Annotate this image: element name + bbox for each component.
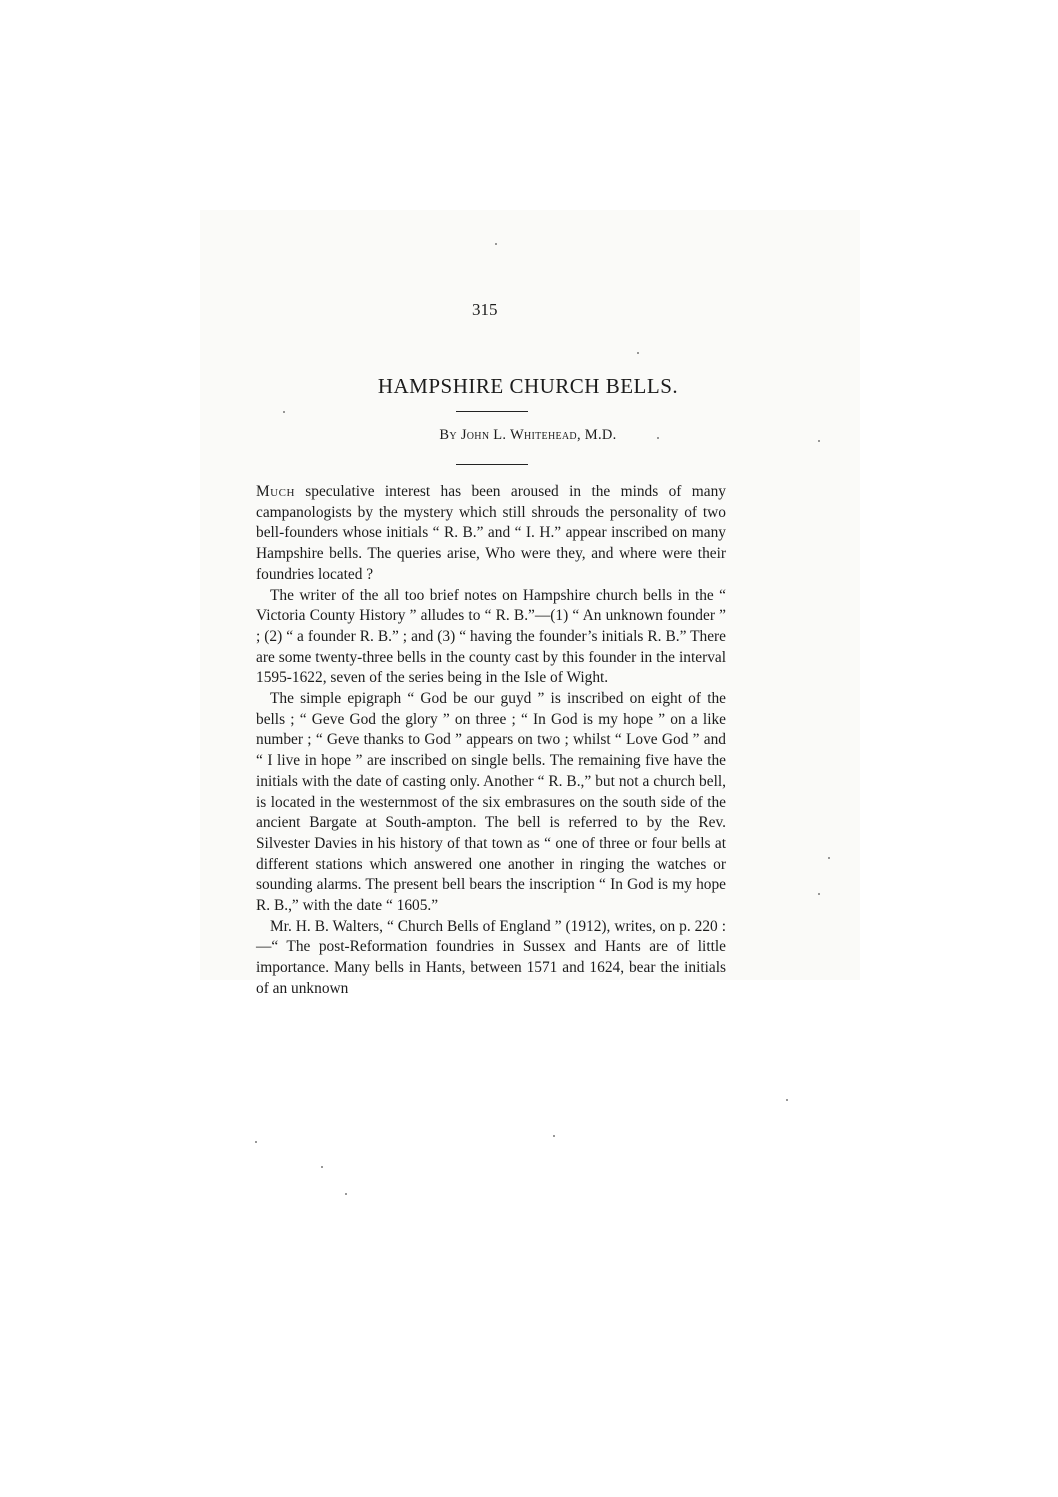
author-name: John L. Whitehead xyxy=(460,427,577,443)
scan-speck xyxy=(321,1166,323,1168)
article-body xyxy=(256,482,726,1000)
scan-speck xyxy=(828,857,830,859)
paragraph-1-text: speculative interest has been aroused in the minds of many campanologists by the mystery which still shrouds the personality of two bell-founders whose initials “ R. B.” and “ I. H.” appear inscribed on many Hampshire bells. The queries arise, Who were they, and where were their foundries located ? xyxy=(256,483,726,583)
article-title: HAMPSHIRE CHURCH BELLS. xyxy=(377,374,679,398)
scan-speck xyxy=(283,411,285,413)
byline xyxy=(258,427,798,444)
paragraph-4: Mr. H. B. Walters, “ Church Bells of England ” (1912), writes, on p. 220 :—“ The post-Reformation foundries in Sussex and Hants are of little importance. Many bells in Hants, between 1571 and 1624, bear the initials of an unknown xyxy=(256,917,726,997)
paragraph-3: The simple epigraph “ God be our guyd ” is inscribed on eight of the bells ; “ Geve God the glory ” on three ; “ In God is my hope ” on a like number ; “ Geve thanks to God ” appears on two ; whilst “ Love God ” and “ I live in hope ” are inscribed on single bells. The remaining five have the initials with the date of casting only. Another “ R. B.,” but not a church bell, is located in the westernmost of the six embrasures on the south side of the ancient Bargate at South-ampton. The bell is referred to by the Rev. Silvester Davies in his history of that town as “ one of three or four bells at different stations which answered one another in ringing the watches or sounding alarms. The present bell bears the inscription “ In God is my hope R. B.,” with the date “ 1605.” xyxy=(256,690,726,915)
lead-word: Much xyxy=(256,483,295,500)
scan-speck xyxy=(657,437,659,439)
byline-rule xyxy=(456,464,528,465)
scan-speck xyxy=(553,1135,555,1137)
scan-speck xyxy=(255,1141,257,1143)
scan-speck xyxy=(818,893,820,895)
paragraph-1 xyxy=(256,482,726,586)
scan-speck xyxy=(786,1099,788,1101)
author-credentials: , M.D. xyxy=(576,427,617,443)
page-number: 315 xyxy=(472,300,498,319)
scan-speck xyxy=(495,243,497,245)
scan-speck xyxy=(637,352,639,354)
paragraph-2: The writer of the all too brief notes on Hampshire church bells in the “ Victoria County History ” alludes to “ R. B.”—(1) “ An unknown founder ” ; (2) “ a founder R. B.” ; and (3) “ having the founder’s initials R. B.” There are some twenty-three bells in the county cast by this founder in the interval 1595-1622, seven of the series being in the Isle of Wight. xyxy=(256,586,726,687)
scan-speck xyxy=(818,440,820,442)
title-rule xyxy=(456,411,528,412)
scan-speck xyxy=(345,1193,347,1195)
byline-prefix: By xyxy=(439,427,457,443)
